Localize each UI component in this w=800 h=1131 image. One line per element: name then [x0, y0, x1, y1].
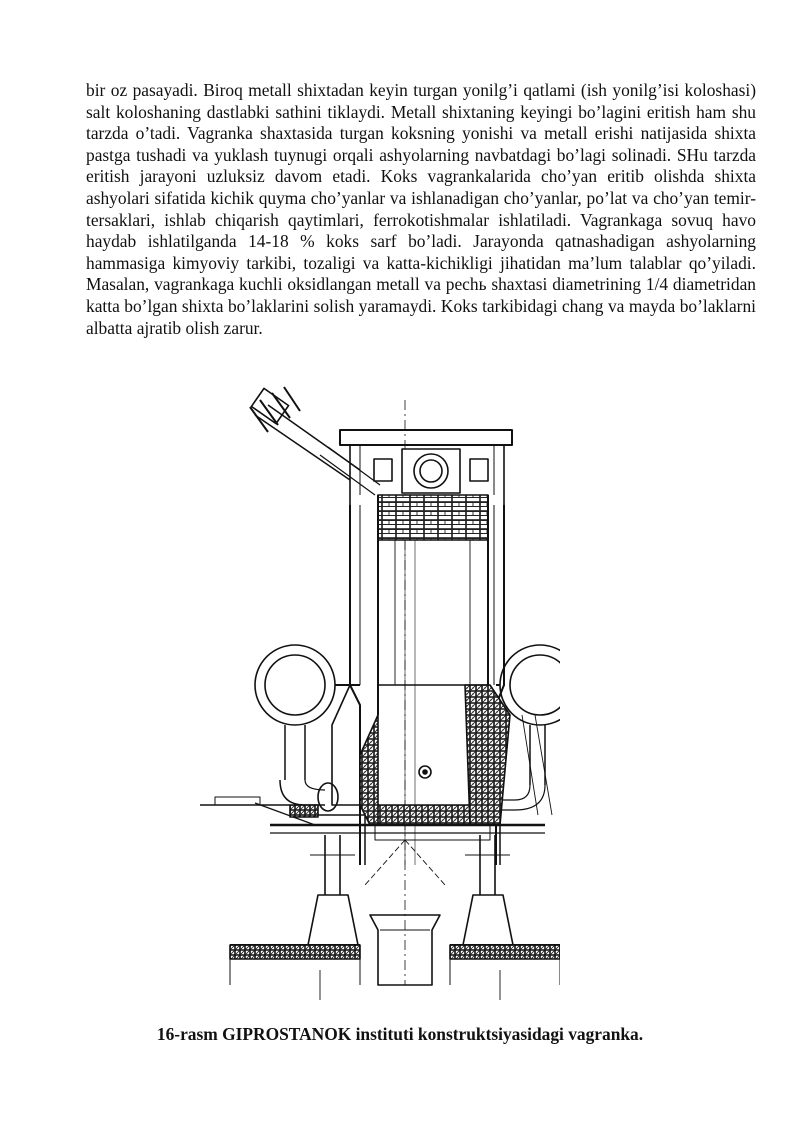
figure-caption: 16-rasm GIPROSTANOK instituti konstruktsiyasidagi vagranka. [156, 1024, 644, 1044]
body-paragraph: bir oz pasayadi. Biroq metall shixtadan keyin turgan yonilg’i qatlami (ish yonilg’isi koloshasi) salt koloshaning dastlabki sathini tiklaydi. Metall shixtaning keyingi bo’lagini eritish ham shu tarzda o’tadi. Vagranka shaxtasida turgan koksning yonishi va metall erishi natijasida shixta pastga tushadi va yuklash tuynugi orqali ashyolarning navbatdagi bo’lagi solinadi. SHu tarzda eritish jarayoni uzluksiz davom etadi. Koks vagrankalarida cho’yan eritib olishda shixta ashyolari sifatida kichik quyma cho’yanlar va ishlanadigan cho’yanlar, po’lat va cho’yan temir-tersaklari, ishlab chiqarish qaytimlari, ferrokotishmalar ishlatiladi. Vagrankaga sovuq havo haydab ishlatilganda 14-18 % koks sarf bo’ladi. Jarayonda qatnashadigan ashyolarning hammasiga kimyoviy tarkibi, tozaligi va katta-kichikligi jihatidan ma’lum talablar qo’yiladi. Masalan, vagrankaga kuchli oksidlangan metall va pechь shaxtasi diametrining 1/4 diametridan katta bo’lgan shixta bo’laklarini solish yaramaydi. Koks tarkibidagi chang va mayda bo’laklarni albatta ajratib olish zarur. [86, 80, 756, 338]
cupola-furnace-drawing [200, 385, 560, 1010]
